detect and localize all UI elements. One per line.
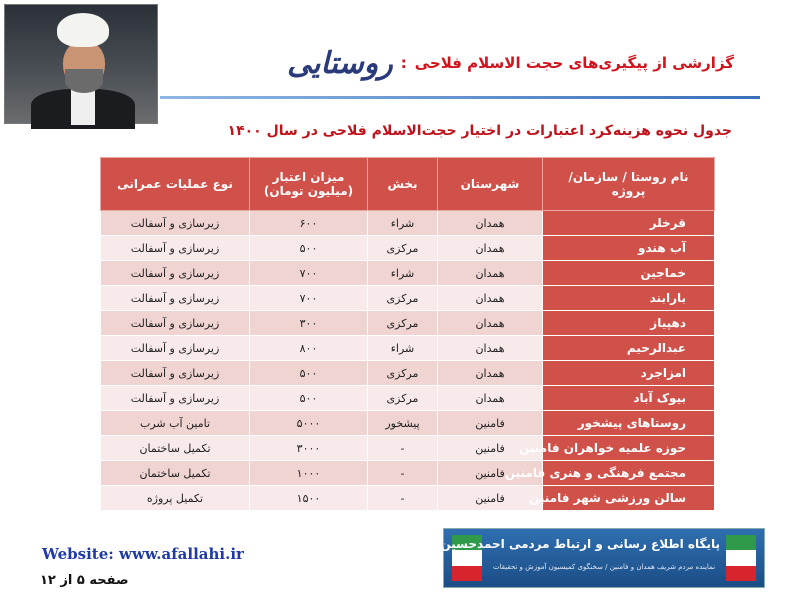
table-header-row (101, 158, 715, 211)
cell-district: مرکزی (368, 286, 438, 311)
cell-county: همدان (438, 386, 543, 411)
cell-project: آب هندو (543, 236, 715, 261)
cell-project: قرخلر (543, 211, 715, 236)
cell-credit: ۶۰۰ (250, 211, 368, 236)
header-project: نام روستا / سازمان/ پروژه (543, 158, 715, 211)
cell-operation: زیرسازی و آسفالت (101, 211, 250, 236)
cell-credit: ۵۰۰۰ (250, 411, 368, 436)
cell-project: عبدالرحیم (543, 336, 715, 361)
cell-operation: تکمیل پروژه (101, 486, 250, 511)
cell-credit: ۵۰۰ (250, 361, 368, 386)
header-credit (250, 158, 368, 211)
cell-district: - (368, 461, 438, 486)
cell-district: مرکزی (368, 236, 438, 261)
cell-operation: زیرسازی و آسفالت (101, 311, 250, 336)
cell-district: شراء (368, 336, 438, 361)
cell-operation: تکمیل ساختمان (101, 461, 250, 486)
table-row (101, 336, 715, 361)
cell-credit: ۷۰۰ (250, 286, 368, 311)
cell-district: - (368, 436, 438, 461)
cell-credit: ۳۰۰ (250, 311, 368, 336)
cell-credit: ۳۰۰۰ (250, 436, 368, 461)
speaker-portrait (4, 4, 158, 124)
table-row (101, 386, 715, 411)
cell-district: مرکزی (368, 386, 438, 411)
cell-operation: زیرسازی و آسفالت (101, 286, 250, 311)
header-district: بخش (368, 158, 438, 211)
cell-district: - (368, 486, 438, 511)
table-row (101, 461, 715, 486)
title-separator: : (400, 54, 407, 72)
banner-subtitle: نماینده مردم شریف همدان و فامنین / سخنگوی کمیسیون آموزش و تحقیقات (492, 563, 716, 571)
table-row (101, 286, 715, 311)
cell-operation: تکمیل ساختمان (101, 436, 250, 461)
cell-project: بیوک آباد (543, 386, 715, 411)
header-county: شهرستان (438, 158, 543, 211)
cell-credit: ۱۵۰۰ (250, 486, 368, 511)
cell-operation: تامین آب شرب (101, 411, 250, 436)
cell-county: فامنین (438, 411, 543, 436)
website-link[interactable]: Website: www.afallahi.ir (42, 545, 244, 563)
title-text: گزارشی از پیگیری‌های حجت الاسلام فلاحی (414, 54, 734, 72)
cell-project: روستاهای پیشخور (543, 411, 715, 436)
table-row (101, 486, 715, 511)
table-row (101, 311, 715, 336)
table-row (101, 211, 715, 236)
cell-district: مرکزی (368, 361, 438, 386)
cell-operation: زیرسازی و آسفالت (101, 361, 250, 386)
cell-county: همدان (438, 286, 543, 311)
header-credit-line1: میزان اعتبار (272, 170, 345, 184)
portal-banner[interactable] (398, 528, 765, 588)
cell-county: فامنین (438, 486, 543, 511)
cell-credit: ۷۰۰ (250, 261, 368, 286)
iran-flag-icon (726, 535, 756, 581)
table-title: جدول نحوه هزینه‌کرد اعتبارات در اختیار حجت‌الاسلام فلاحی در سال ۱۴۰۰ (227, 123, 732, 139)
cell-district: شراء (368, 261, 438, 286)
cell-credit: ۸۰۰ (250, 336, 368, 361)
header-credit-line2: (میلیون تومان) (263, 184, 354, 198)
table-row (101, 411, 715, 436)
page-number: صفحه ۵ از ۱۲ (40, 573, 129, 588)
cell-operation: زیرسازی و آسفالت (101, 336, 250, 361)
cell-operation: زیرسازی و آسفالت (101, 236, 250, 261)
cell-county: فامنین (438, 461, 543, 486)
table-row (101, 361, 715, 386)
credits-table (100, 157, 715, 511)
cell-project: بارابند (543, 286, 715, 311)
cell-project: مجتمع فرهنگی و هنری فامنین (543, 461, 715, 486)
cell-county: همدان (438, 361, 543, 386)
table-row (101, 436, 715, 461)
cell-operation: زیرسازی و آسفالت (101, 386, 250, 411)
cell-operation: زیرسازی و آسفالت (101, 261, 250, 286)
cell-project: دهپیاز (543, 311, 715, 336)
cell-credit: ۵۰۰ (250, 236, 368, 261)
cell-county: فامنین (438, 436, 543, 461)
cell-district: پیشخور (368, 411, 438, 436)
header-operation: نوع عملیات عمرانی (101, 158, 250, 211)
table-row (101, 236, 715, 261)
cell-district: شراء (368, 211, 438, 236)
cell-project: خماجین (543, 261, 715, 286)
table-row (101, 261, 715, 286)
report-title (287, 46, 734, 81)
title-underline (160, 96, 760, 99)
cell-county: همدان (438, 211, 543, 236)
brand-logotype: روستایی (287, 46, 393, 81)
cell-county: همدان (438, 336, 543, 361)
cell-project: حوزه علمیه خواهران فامنین (543, 436, 715, 461)
cell-project: امزاجرد (543, 361, 715, 386)
cell-district: مرکزی (368, 311, 438, 336)
cell-county: همدان (438, 261, 543, 286)
cell-county: همدان (438, 311, 543, 336)
cell-credit: ۵۰۰ (250, 386, 368, 411)
cell-county: همدان (438, 236, 543, 261)
cell-project: سالن ورزشی شهر فامنین (543, 486, 715, 511)
banner-title: پایگاه اطلاع رسانی و ارتباط مردمی احمدحسین فلاحی (398, 537, 720, 551)
cell-credit: ۱۰۰۰ (250, 461, 368, 486)
